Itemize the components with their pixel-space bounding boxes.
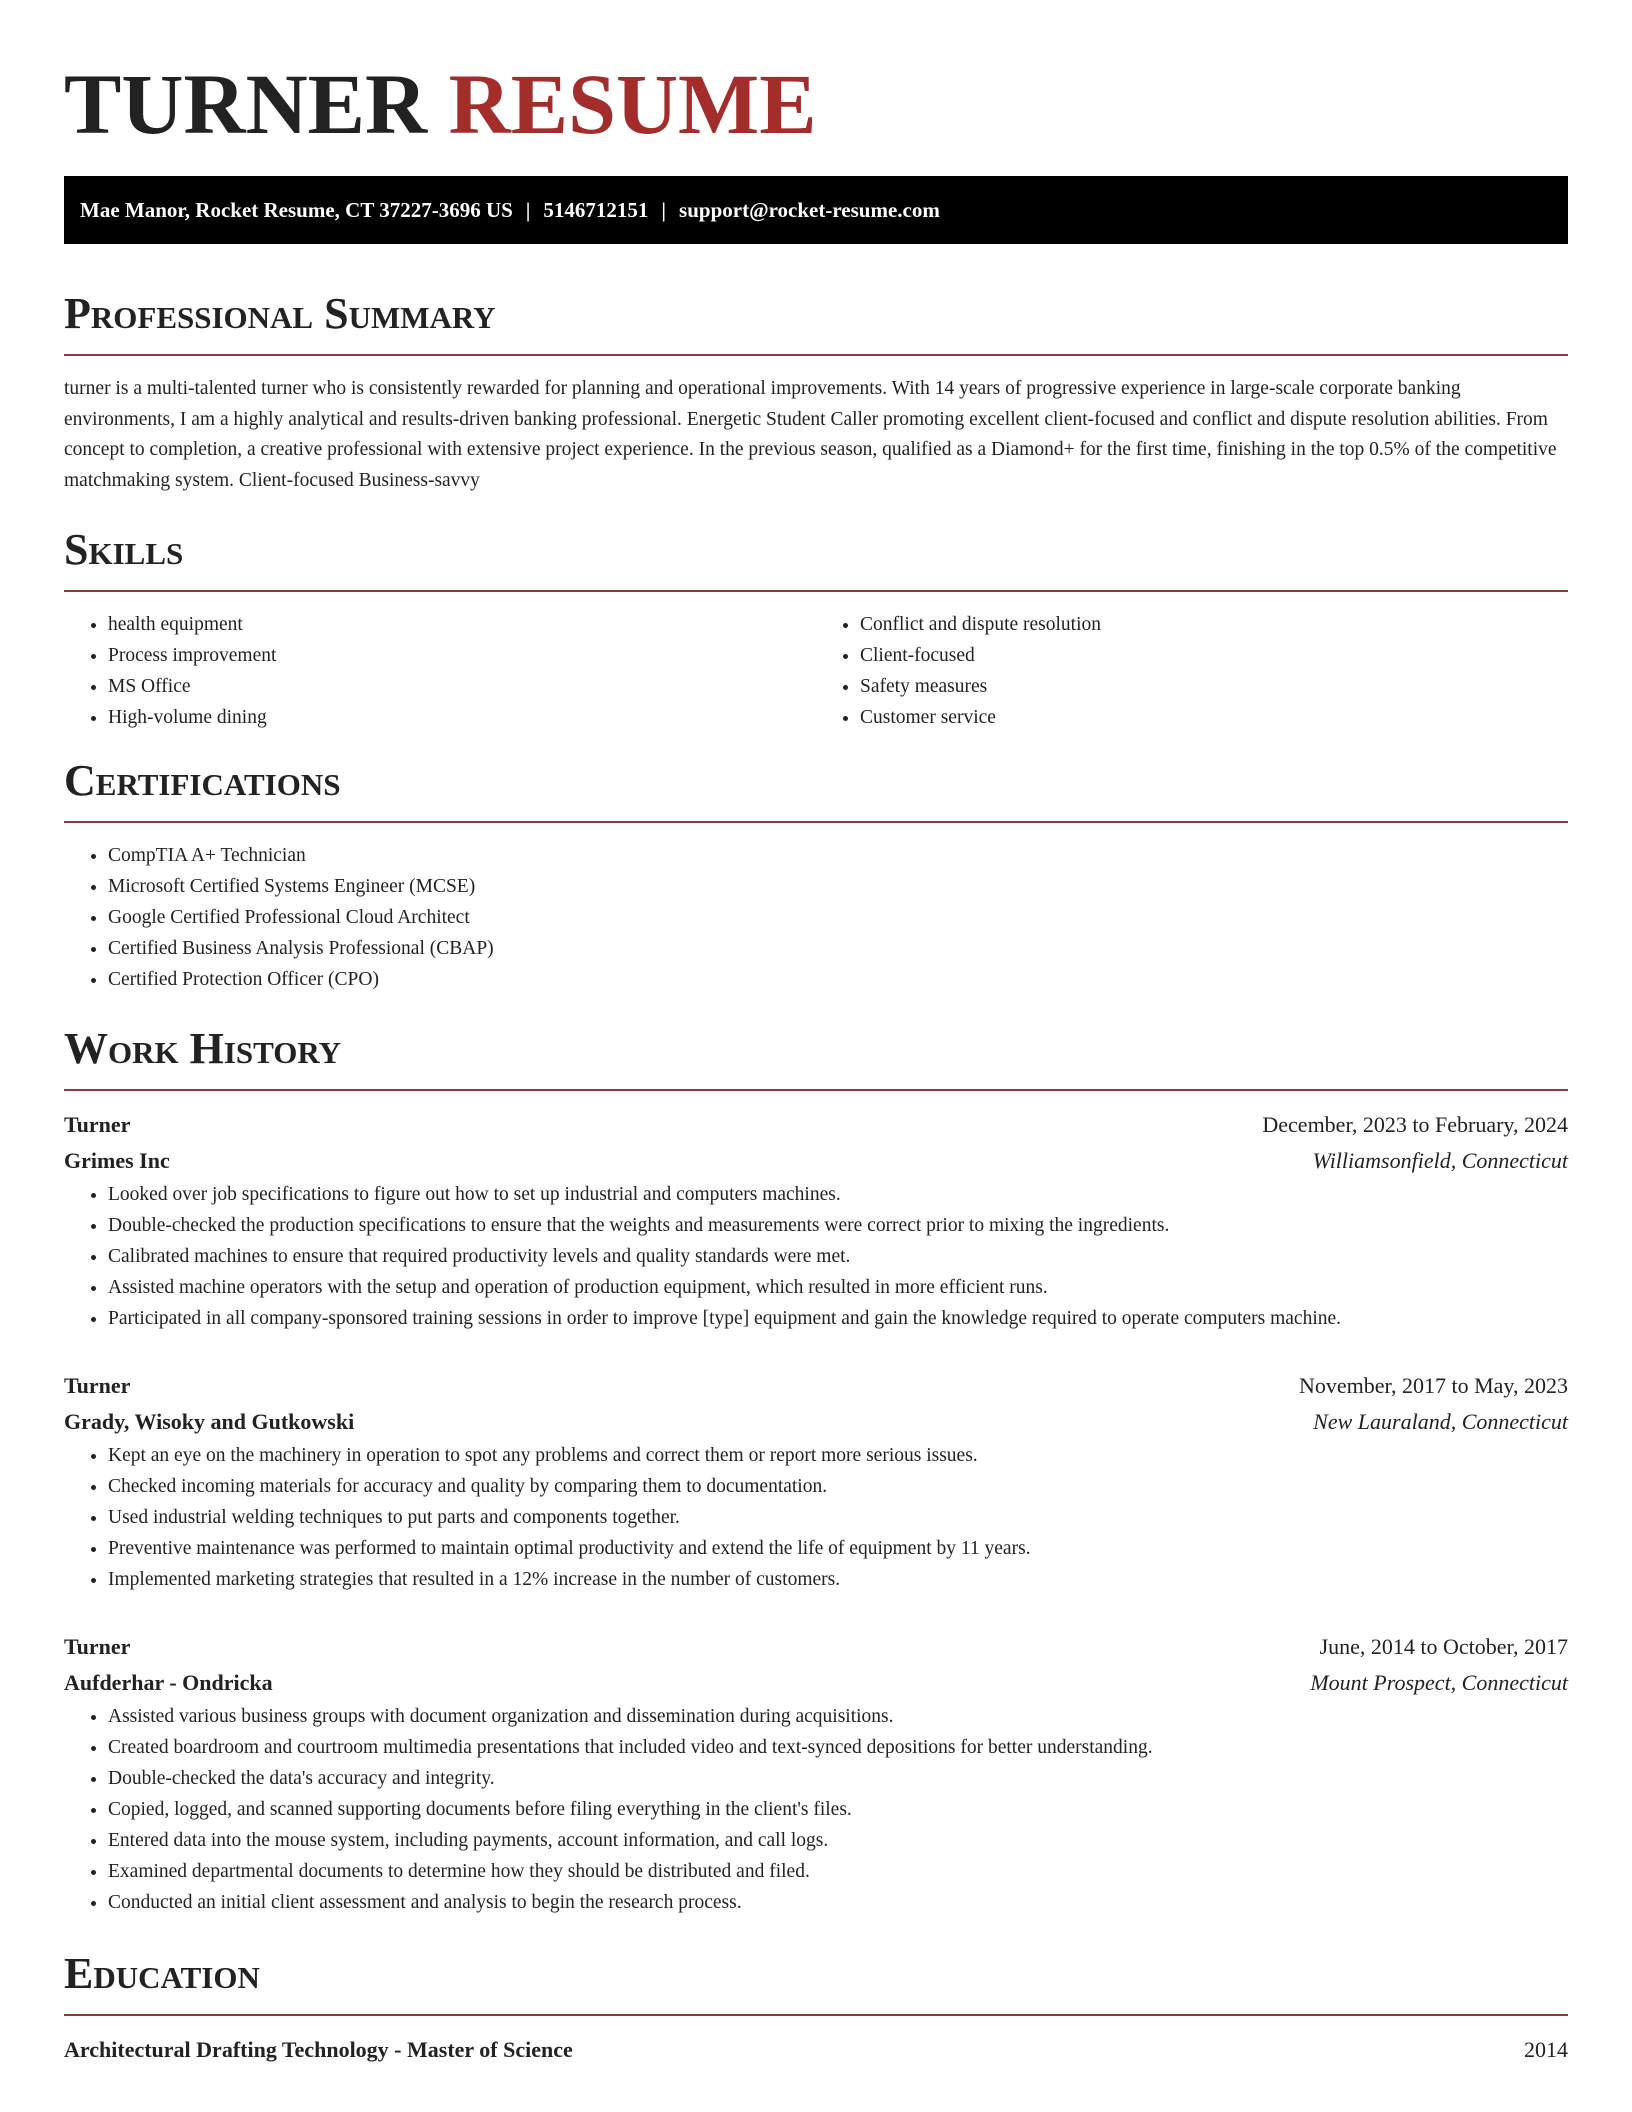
skill-item: • Conflict and dispute resolution bbox=[860, 609, 1568, 640]
job-bullets bbox=[64, 1701, 1568, 1918]
job-bullets bbox=[64, 1440, 1568, 1595]
contact-phone: 5146712151 bbox=[543, 198, 649, 222]
skills-section bbox=[64, 524, 1568, 733]
certifications-section bbox=[64, 755, 1568, 995]
job-company: Aufderhar - Ondricka bbox=[64, 1670, 273, 1695]
job-entry bbox=[64, 1629, 1568, 1918]
job-bullet: • Created boardroom and courtroom multimedia presentations that included video and text-synced depositions for better understanding. bbox=[108, 1732, 1568, 1763]
job-bullet: • Assisted various business groups with document organization and dissemination during acquisitions. bbox=[108, 1701, 1568, 1732]
job-bullet: • Checked incoming materials for accuracy and quality by comparing them to documentation. bbox=[108, 1471, 1568, 1502]
job-entry bbox=[64, 1368, 1568, 1595]
job-header-row bbox=[64, 1629, 1568, 1665]
job-company: Grimes Inc bbox=[64, 1148, 170, 1173]
section-divider bbox=[64, 590, 1568, 592]
skill-item: • MS Office bbox=[108, 671, 816, 702]
job-location: Mount Prospect, Connecticut bbox=[1310, 1670, 1568, 1695]
certification-item: • Google Certified Professional Cloud Architect bbox=[108, 902, 1568, 933]
skill-item: • health equipment bbox=[108, 609, 816, 640]
contact-email: support@rocket-resume.com bbox=[679, 198, 940, 222]
certifications-heading: Certifications bbox=[64, 756, 341, 805]
section-divider bbox=[64, 821, 1568, 823]
job-bullet: • Participated in all company-sponsored training sessions in order to improve [type] equipment and gain the knowledge required to operate computers machine. bbox=[108, 1303, 1568, 1334]
certification-item: • CompTIA A+ Technician bbox=[108, 840, 1568, 871]
resume-page bbox=[64, 0, 1568, 2068]
job-location: Williamsonfield, Connecticut bbox=[1312, 1148, 1568, 1173]
job-bullet: • Examined departmental documents to determine how they should be distributed and filed. bbox=[108, 1856, 1568, 1887]
job-bullet: • Kept an eye on the machinery in operation to spot any problems and correct them or report more serious issues. bbox=[108, 1440, 1568, 1471]
job-bullet: • Double-checked the data's accuracy and integrity. bbox=[108, 1763, 1568, 1794]
job-bullet: • Assisted machine operators with the setup and operation of production equipment, which resulted in more efficient runs. bbox=[108, 1272, 1568, 1303]
skills-list-left bbox=[64, 609, 816, 733]
certifications-list bbox=[64, 840, 1568, 995]
job-company: Grady, Wisoky and Gutkowski bbox=[64, 1409, 355, 1434]
job-company-row bbox=[64, 1143, 1568, 1179]
job-bullet: • Implemented marketing strategies that resulted in a 12% increase in the number of customers. bbox=[108, 1564, 1568, 1595]
job-bullet: • Copied, logged, and scanned supporting documents before filing everything in the client's files. bbox=[108, 1794, 1568, 1825]
summary-section bbox=[64, 288, 1568, 496]
education-section bbox=[64, 1948, 1568, 2068]
contact-separator: | bbox=[525, 198, 531, 222]
certification-item: • Certified Business Analysis Professional (CBAP) bbox=[108, 933, 1568, 964]
job-bullet: • Double-checked the production specifications to ensure that the weights and measurements were correct prior to mixing the ingredients. bbox=[108, 1210, 1568, 1241]
resume-name-heading bbox=[64, 54, 1568, 154]
education-year: 2014 bbox=[1524, 2037, 1568, 2062]
summary-heading: Professional Summary bbox=[64, 289, 496, 338]
certification-item: • Microsoft Certified Systems Engineer (MCSE) bbox=[108, 871, 1568, 902]
job-bullets bbox=[64, 1179, 1568, 1334]
skill-item: • Safety measures bbox=[860, 671, 1568, 702]
job-bullet: • Entered data into the mouse system, including payments, account information, and call logs. bbox=[108, 1825, 1568, 1856]
contact-separator: | bbox=[661, 198, 667, 222]
skill-item: • Customer service bbox=[860, 702, 1568, 733]
certification-item: • Certified Protection Officer (CPO) bbox=[108, 964, 1568, 995]
job-dates: June, 2014 to October, 2017 bbox=[1319, 1634, 1568, 1659]
contact-bar bbox=[64, 176, 1568, 244]
job-dates: December, 2023 to February, 2024 bbox=[1262, 1112, 1568, 1137]
work-history-section bbox=[64, 1023, 1568, 1918]
job-bullet: • Used industrial welding techniques to put parts and components together. bbox=[108, 1502, 1568, 1533]
job-entry bbox=[64, 1107, 1568, 1334]
education-degree: Architectural Drafting Technology - Master of Science bbox=[64, 2037, 573, 2062]
skill-item: • High-volume dining bbox=[108, 702, 816, 733]
job-dates: November, 2017 to May, 2023 bbox=[1299, 1373, 1568, 1398]
section-divider bbox=[64, 354, 1568, 356]
skills-heading: Skills bbox=[64, 525, 184, 574]
section-divider bbox=[64, 1089, 1568, 1091]
job-title: Turner bbox=[64, 1373, 131, 1398]
skill-item: • Process improvement bbox=[108, 640, 816, 671]
section-divider bbox=[64, 2014, 1568, 2016]
job-title: Turner bbox=[64, 1634, 131, 1659]
job-bullet: • Conducted an initial client assessment and analysis to begin the research process. bbox=[108, 1887, 1568, 1918]
job-bullet: • Calibrated machines to ensure that required productivity levels and quality standards were met. bbox=[108, 1241, 1568, 1272]
job-title: Turner bbox=[64, 1112, 131, 1137]
skill-item: • Client-focused bbox=[860, 640, 1568, 671]
summary-text: turner is a multi-talented turner who is consistently rewarded for planning and operational improvements. With 14 years of progressive experience in large-scale corporate banking environments, I am a highly analytical and results-driven banking professional. Energetic Student Caller promoting excellent client-focused and conflict and dispute resolution abilities. From concept to completion, a creative professional with extensive project experience. In the previous season, qualified as a Diamond+ for the first time, finishing in the top 0.5% of the competitive matchmaking system. Client-focused Business-savvy bbox=[64, 378, 1557, 491]
job-header-row bbox=[64, 1107, 1568, 1143]
skills-columns bbox=[64, 609, 1568, 733]
skills-list-right bbox=[816, 609, 1568, 733]
education-heading: Education bbox=[64, 1949, 260, 1998]
job-company-row bbox=[64, 1665, 1568, 1701]
name-first: TURNER bbox=[64, 56, 428, 152]
job-location: New Lauraland, Connecticut bbox=[1313, 1409, 1568, 1434]
education-row bbox=[64, 2032, 1568, 2068]
name-second: RESUME bbox=[448, 56, 817, 152]
job-bullet: • Preventive maintenance was performed to maintain optimal productivity and extend the life of equipment by 11 years. bbox=[108, 1533, 1568, 1564]
job-bullet: • Looked over job specifications to figure out how to set up industrial and computers machines. bbox=[108, 1179, 1568, 1210]
job-company-row bbox=[64, 1404, 1568, 1440]
work-history-heading: Work History bbox=[64, 1024, 342, 1073]
contact-address: Mae Manor, Rocket Resume, CT 37227-3696 US bbox=[80, 198, 513, 222]
job-header-row bbox=[64, 1368, 1568, 1404]
